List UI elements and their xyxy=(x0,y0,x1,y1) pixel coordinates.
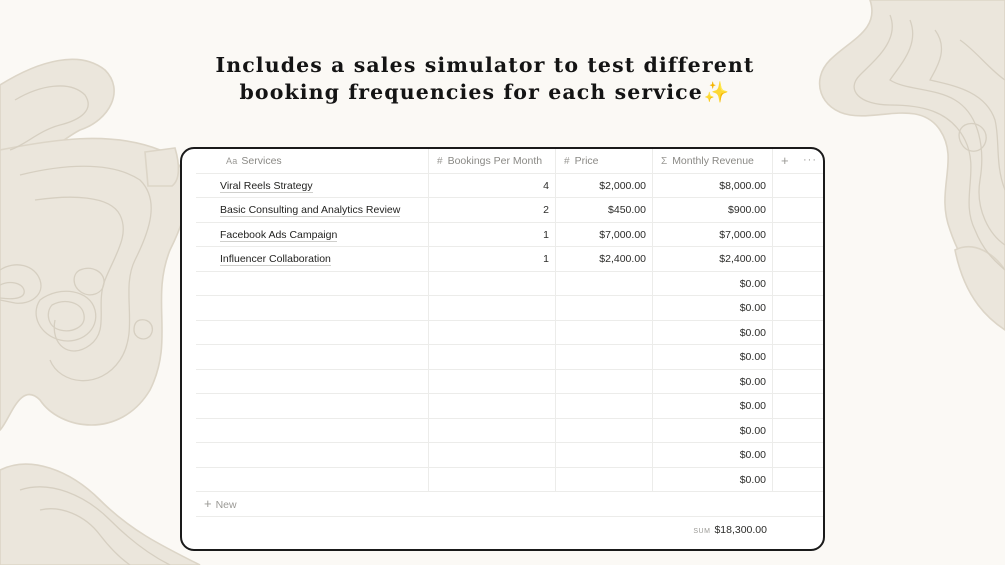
column-label: Services xyxy=(241,155,282,167)
service-cell[interactable] xyxy=(196,223,429,247)
service-cell[interactable] xyxy=(196,198,429,222)
monthly-revenue-cell[interactable]: $8,000.00 xyxy=(653,174,773,198)
table-body xyxy=(196,174,823,493)
sum-label: SUM xyxy=(693,527,711,535)
service-cell[interactable] xyxy=(196,174,429,198)
monthly-revenue-cell[interactable]: $0.00 xyxy=(653,370,773,394)
bookings-cell[interactable]: 2 xyxy=(429,198,556,222)
table-row xyxy=(196,321,823,346)
table-row xyxy=(196,272,823,297)
price-cell[interactable]: $2,400.00 xyxy=(556,247,653,271)
service-cell[interactable] xyxy=(196,419,429,443)
monthly-revenue-cell[interactable]: $0.00 xyxy=(653,345,773,369)
database-table-card xyxy=(180,147,825,551)
sum-calculation[interactable] xyxy=(693,517,767,545)
price-cell[interactable]: $450.00 xyxy=(556,198,653,222)
monthly-revenue-cell[interactable]: $900.00 xyxy=(653,198,773,222)
price-cell[interactable]: $7,000.00 xyxy=(556,223,653,247)
price-cell[interactable]: $2,000.00 xyxy=(556,174,653,198)
headline xyxy=(0,52,970,106)
column-header-price[interactable] xyxy=(556,149,653,173)
empty-cell xyxy=(773,443,823,467)
service-name: Facebook Ads Campaign xyxy=(220,228,338,241)
formula-property-icon: Σ xyxy=(661,156,668,167)
bookings-cell[interactable]: 4 xyxy=(429,174,556,198)
column-header-monthly-revenue[interactable] xyxy=(653,149,773,173)
table-header xyxy=(196,149,823,174)
column-header-bookings[interactable] xyxy=(429,149,556,173)
price-cell[interactable] xyxy=(556,443,653,467)
bookings-cell[interactable] xyxy=(429,272,556,296)
empty-cell xyxy=(773,174,823,198)
service-cell[interactable] xyxy=(196,272,429,296)
headline-line-1: Includes a sales simulator to test different xyxy=(215,53,755,77)
sum-value: $18,300.00 xyxy=(714,523,767,536)
empty-cell xyxy=(773,394,823,418)
bookings-cell[interactable]: 1 xyxy=(429,223,556,247)
text-property-icon: Aa xyxy=(226,156,238,166)
service-cell[interactable] xyxy=(196,296,429,320)
number-property-icon: # xyxy=(437,156,443,167)
empty-cell xyxy=(773,247,823,271)
table-row xyxy=(196,296,823,321)
bookings-cell[interactable] xyxy=(429,345,556,369)
service-cell[interactable] xyxy=(196,394,429,418)
bookings-cell[interactable]: 1 xyxy=(429,247,556,271)
bookings-cell[interactable] xyxy=(429,370,556,394)
monthly-revenue-cell[interactable]: $0.00 xyxy=(653,296,773,320)
column-actions xyxy=(773,149,823,173)
number-property-icon: # xyxy=(564,156,570,167)
bookings-cell[interactable] xyxy=(429,419,556,443)
empty-cell xyxy=(773,468,823,492)
service-cell[interactable] xyxy=(196,247,429,271)
price-cell[interactable] xyxy=(556,321,653,345)
service-name: Basic Consulting and Analytics Review xyxy=(220,204,401,216)
service-cell[interactable] xyxy=(196,443,429,467)
table-row xyxy=(196,345,823,370)
calculation-row xyxy=(196,517,823,543)
table-row xyxy=(196,223,823,248)
table-row xyxy=(196,370,823,395)
column-label: Bookings Per Month xyxy=(447,155,543,167)
add-property-icon[interactable]: + xyxy=(781,153,789,168)
price-cell[interactable] xyxy=(556,370,653,394)
empty-cell xyxy=(773,345,823,369)
table-row xyxy=(196,174,823,199)
plus-icon: + xyxy=(204,496,212,511)
column-label: Monthly Revenue xyxy=(672,155,754,167)
table-row xyxy=(196,198,823,223)
monthly-revenue-cell[interactable]: $7,000.00 xyxy=(653,223,773,247)
monthly-revenue-cell[interactable]: $0.00 xyxy=(653,321,773,345)
bookings-cell[interactable] xyxy=(429,443,556,467)
new-row-button[interactable] xyxy=(196,492,823,517)
price-cell[interactable] xyxy=(556,272,653,296)
sparkles-icon: ✨ xyxy=(703,80,731,104)
monthly-revenue-cell[interactable]: $0.00 xyxy=(653,419,773,443)
table-row xyxy=(196,419,823,444)
price-cell[interactable] xyxy=(556,468,653,492)
table-row xyxy=(196,443,823,468)
monthly-revenue-cell[interactable]: $0.00 xyxy=(653,443,773,467)
service-cell[interactable] xyxy=(196,345,429,369)
bookings-cell[interactable] xyxy=(429,468,556,492)
price-cell[interactable] xyxy=(556,419,653,443)
empty-cell xyxy=(773,296,823,320)
empty-cell xyxy=(773,370,823,394)
bookings-cell[interactable] xyxy=(429,394,556,418)
empty-cell xyxy=(773,198,823,222)
empty-cell xyxy=(773,321,823,345)
price-cell[interactable] xyxy=(556,296,653,320)
more-options-icon[interactable]: ··· xyxy=(803,154,817,166)
monthly-revenue-cell[interactable]: $2,400.00 xyxy=(653,247,773,271)
new-label: New xyxy=(215,499,237,511)
price-cell[interactable] xyxy=(556,345,653,369)
monthly-revenue-cell[interactable]: $0.00 xyxy=(653,272,773,296)
monthly-revenue-cell[interactable]: $0.00 xyxy=(653,394,773,418)
headline-line-2: booking frequencies for each service xyxy=(239,80,703,104)
column-label: Price xyxy=(574,155,599,167)
empty-cell xyxy=(773,272,823,296)
service-name: Viral Reels Strategy xyxy=(220,179,313,192)
table-row xyxy=(196,247,823,272)
service-name: Influencer Collaboration xyxy=(220,253,331,265)
table-row xyxy=(196,394,823,419)
empty-cell xyxy=(773,223,823,247)
column-header-services[interactable] xyxy=(196,149,429,173)
price-cell[interactable] xyxy=(556,394,653,418)
table-row xyxy=(196,468,823,493)
service-cell[interactable] xyxy=(196,321,429,345)
bookings-cell[interactable] xyxy=(429,296,556,320)
service-cell[interactable] xyxy=(196,468,429,492)
service-cell[interactable] xyxy=(196,370,429,394)
monthly-revenue-cell[interactable]: $0.00 xyxy=(653,468,773,492)
empty-cell xyxy=(773,419,823,443)
services-table xyxy=(196,149,823,543)
bookings-cell[interactable] xyxy=(429,321,556,345)
